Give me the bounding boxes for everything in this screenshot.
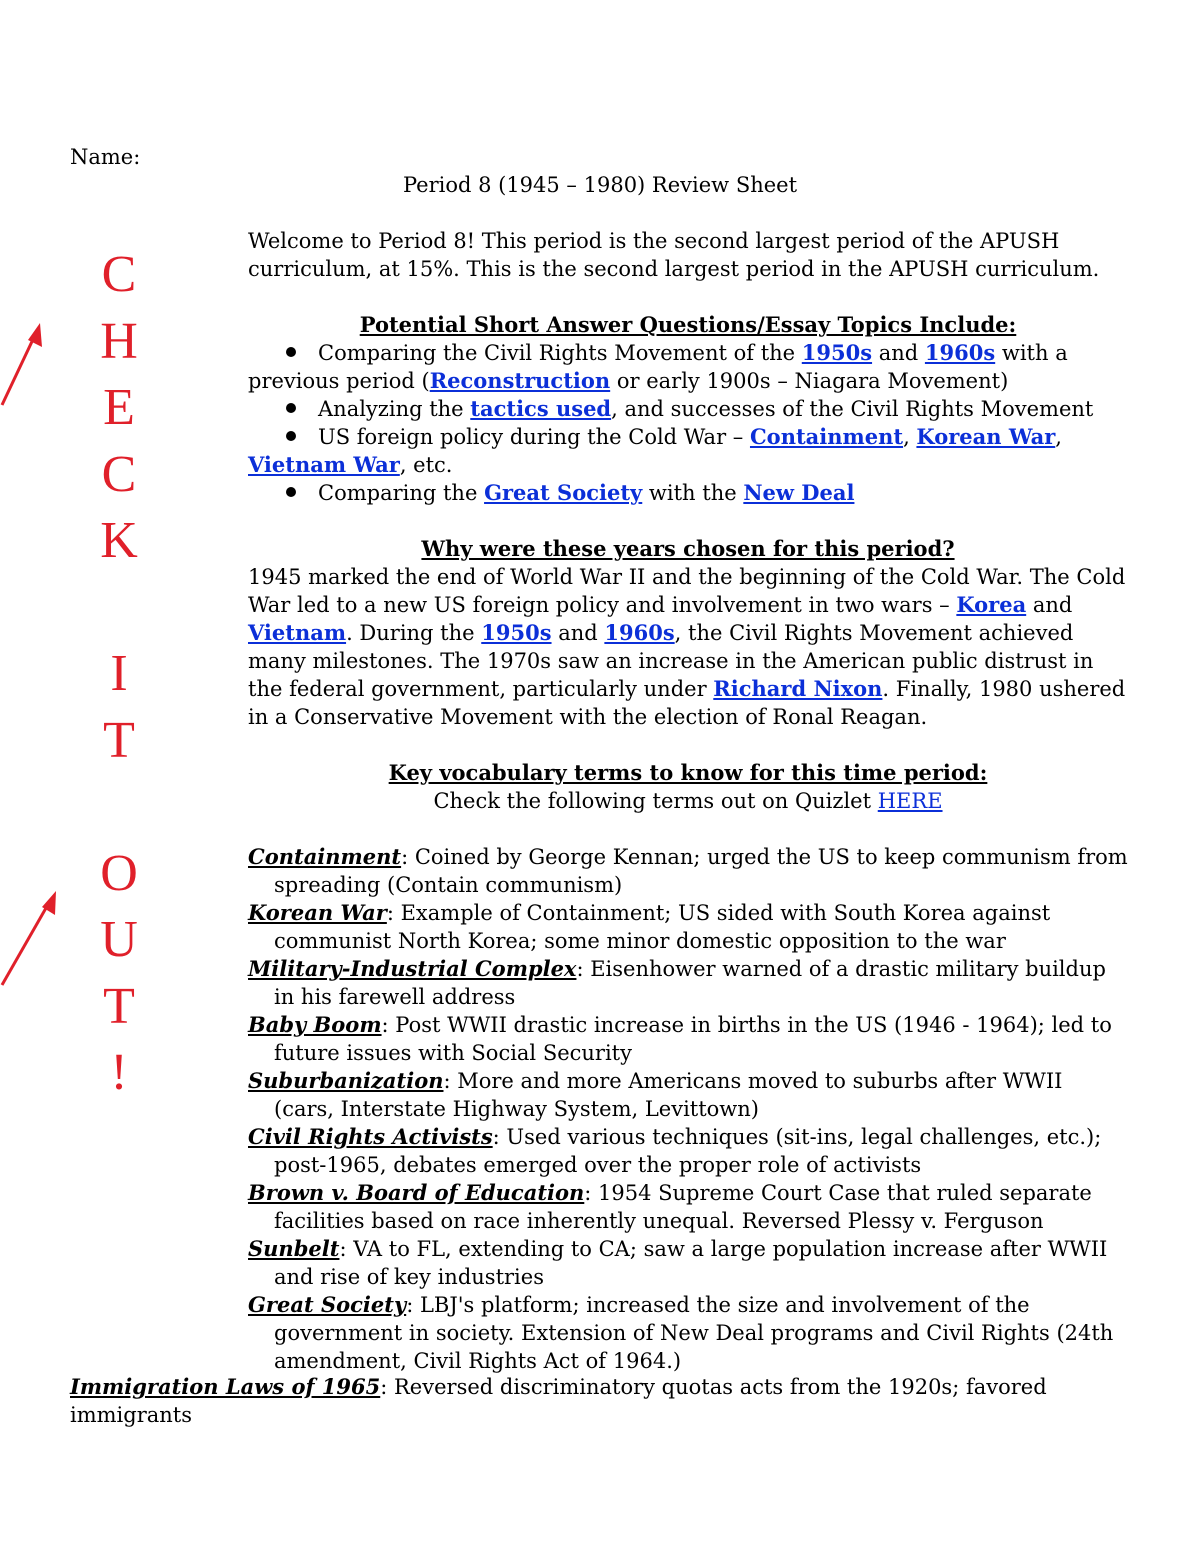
- vocab-term: Military-Industrial Complex: Eisenhower warned of a drastic military buildup in his farewell address: [248, 956, 1106, 1009]
- arrow-up-right-icon: [0, 885, 64, 990]
- term-name: Military-Industrial Complex: [248, 956, 577, 981]
- link-richard-nixon[interactable]: Richard Nixon: [713, 676, 883, 701]
- bullet-icon: [248, 395, 318, 423]
- annotation-letter: E: [103, 379, 135, 436]
- link-1950s[interactable]: 1950s: [481, 620, 552, 645]
- term-name: Korean War: [248, 900, 387, 925]
- list-item: Comparing the Great Society with the New Deal: [248, 479, 1128, 507]
- annotation-letter: I: [110, 645, 128, 702]
- term-name: Suburbanization: [248, 1068, 444, 1093]
- bullet-icon: [248, 479, 318, 507]
- why-paragraph: 1945 marked the end of World War II and the beginning of the Cold War. The Cold War led to a new US foreign policy and involvement in two wars – Korea and Vietnam. During the 1950s and 1960s, the Civil Rights Movement achieved many milestones. The 1970s saw an increase in the American public distrust in the federal government, particularly under Richard Nixon. Finally, 1980 ushered in a Conservative Movement with the election of Ronal Reagan.: [248, 565, 1126, 729]
- term-name: Immigration Laws of 1965: [70, 1374, 381, 1399]
- annotation-letter: O: [100, 844, 138, 902]
- quizlet-line: Check the following terms out on Quizlet HERE: [433, 789, 943, 813]
- main-content: [248, 227, 1128, 1375]
- link-korea[interactable]: Korea: [956, 592, 1027, 617]
- vocab-heading: Key vocabulary terms to know for this time period:: [388, 760, 988, 785]
- annotation-letter: T: [103, 977, 135, 1035]
- annotation-letter: C: [101, 246, 137, 303]
- annotation-letter: U: [100, 911, 138, 968]
- link-vietnam[interactable]: Vietnam: [248, 620, 347, 645]
- topics-heading: Potential Short Answer Questions/Essay Topics Include:: [359, 312, 1017, 337]
- why-heading: Why were these years chosen for this period?: [421, 536, 955, 561]
- link-1950s[interactable]: 1950s: [801, 340, 873, 365]
- vocab-term: Civil Rights Activists: Used various techniques (sit-ins, legal challenges, etc.); post-1965, debates emerged over the proper role of activists: [248, 1124, 1102, 1177]
- vocab-term: Korean War: Example of Containment; US sided with South Korea against communist North Korea; some minor domestic opposition to the war: [248, 900, 1051, 953]
- list-item: Analyzing the tactics used, and successes of the Civil Rights Movement: [248, 395, 1128, 423]
- quizlet-link[interactable]: HERE: [877, 789, 943, 813]
- term-name: Sunbelt: [248, 1236, 340, 1261]
- arrow-up-right-icon: [0, 315, 50, 410]
- page-title: Period 8 (1945 – 1980) Review Sheet: [402, 173, 798, 197]
- link-1960s[interactable]: 1960s: [924, 340, 996, 365]
- link-great-society[interactable]: Great Society: [484, 480, 643, 505]
- vocab-term: Immigration Laws of 1965: Reversed discriminatory quotas acts from the 1920s; favored immigrants: [70, 1374, 1047, 1427]
- name-label: Name:: [70, 145, 141, 169]
- bullet-icon: [248, 423, 318, 451]
- list-item: Comparing the Civil Rights Movement of the 1950s and 1960s with a previous period (Reconstruction or early 1900s – Niagara Movement): [248, 340, 1068, 393]
- vocab-term: Baby Boom: Post WWII drastic increase in births in the US (1946 - 1964); led to future issues with Social Security: [248, 1012, 1112, 1065]
- link-containment[interactable]: Containment: [749, 424, 904, 449]
- annotation-letter: H: [100, 312, 138, 370]
- vocab-term: Suburbanization: More and more Americans moved to suburbs after WWII (cars, Interstate Highway System, Levittown): [248, 1068, 1063, 1121]
- annotation-letter: C: [101, 445, 137, 503]
- vocab-term: Containment: Coined by George Kennan; urged the US to keep communism from spreading (Contain communism): [248, 844, 1128, 897]
- term-name: Great Society: [248, 1292, 407, 1317]
- link-1960s[interactable]: 1960s: [604, 620, 675, 645]
- term-name: Civil Rights Activists: [248, 1124, 493, 1149]
- annotation-letter: K: [100, 512, 138, 569]
- check-it-out-annotation: [92, 242, 146, 1107]
- vocab-term: Brown v. Board of Education: 1954 Supreme Court Case that ruled separate facilities based on race inherently unequal. Reversed Plessy v. Ferguson: [248, 1180, 1092, 1233]
- annotation-letter: T: [103, 711, 135, 769]
- bullet-icon: [248, 339, 318, 367]
- term-name: Baby Boom: [248, 1012, 382, 1037]
- link-reconstruction[interactable]: Reconstruction: [429, 368, 611, 393]
- vocab-term: Sunbelt: VA to FL, extending to CA; saw a large population increase after WWII and rise of key industries: [248, 1236, 1108, 1289]
- link-korean-war[interactable]: Korean War: [916, 424, 1056, 449]
- term-name: Brown v. Board of Education: [248, 1180, 585, 1205]
- vocab-term: Great Society: LBJ's platform; increased the size and involvement of the government in society. Extension of New Deal programs and Civil Rights (24th amendment, Civil Rights Act of 1964.): [248, 1292, 1114, 1373]
- annotation-letter: !: [110, 1044, 128, 1101]
- link-new-deal[interactable]: New Deal: [743, 480, 855, 505]
- list-item: US foreign policy during the Cold War – Containment, Korean War, Vietnam War, etc.: [248, 424, 1062, 477]
- intro-paragraph: Welcome to Period 8! This period is the second largest period of the APUSH curriculum, at 15%. This is the second largest period in the APUSH curriculum.: [248, 229, 1100, 281]
- topics-list: [248, 339, 1128, 507]
- term-name: Containment: [248, 844, 402, 869]
- link-vietnam-war[interactable]: Vietnam War: [248, 452, 400, 477]
- link-tactics-used[interactable]: tactics used: [470, 396, 612, 421]
